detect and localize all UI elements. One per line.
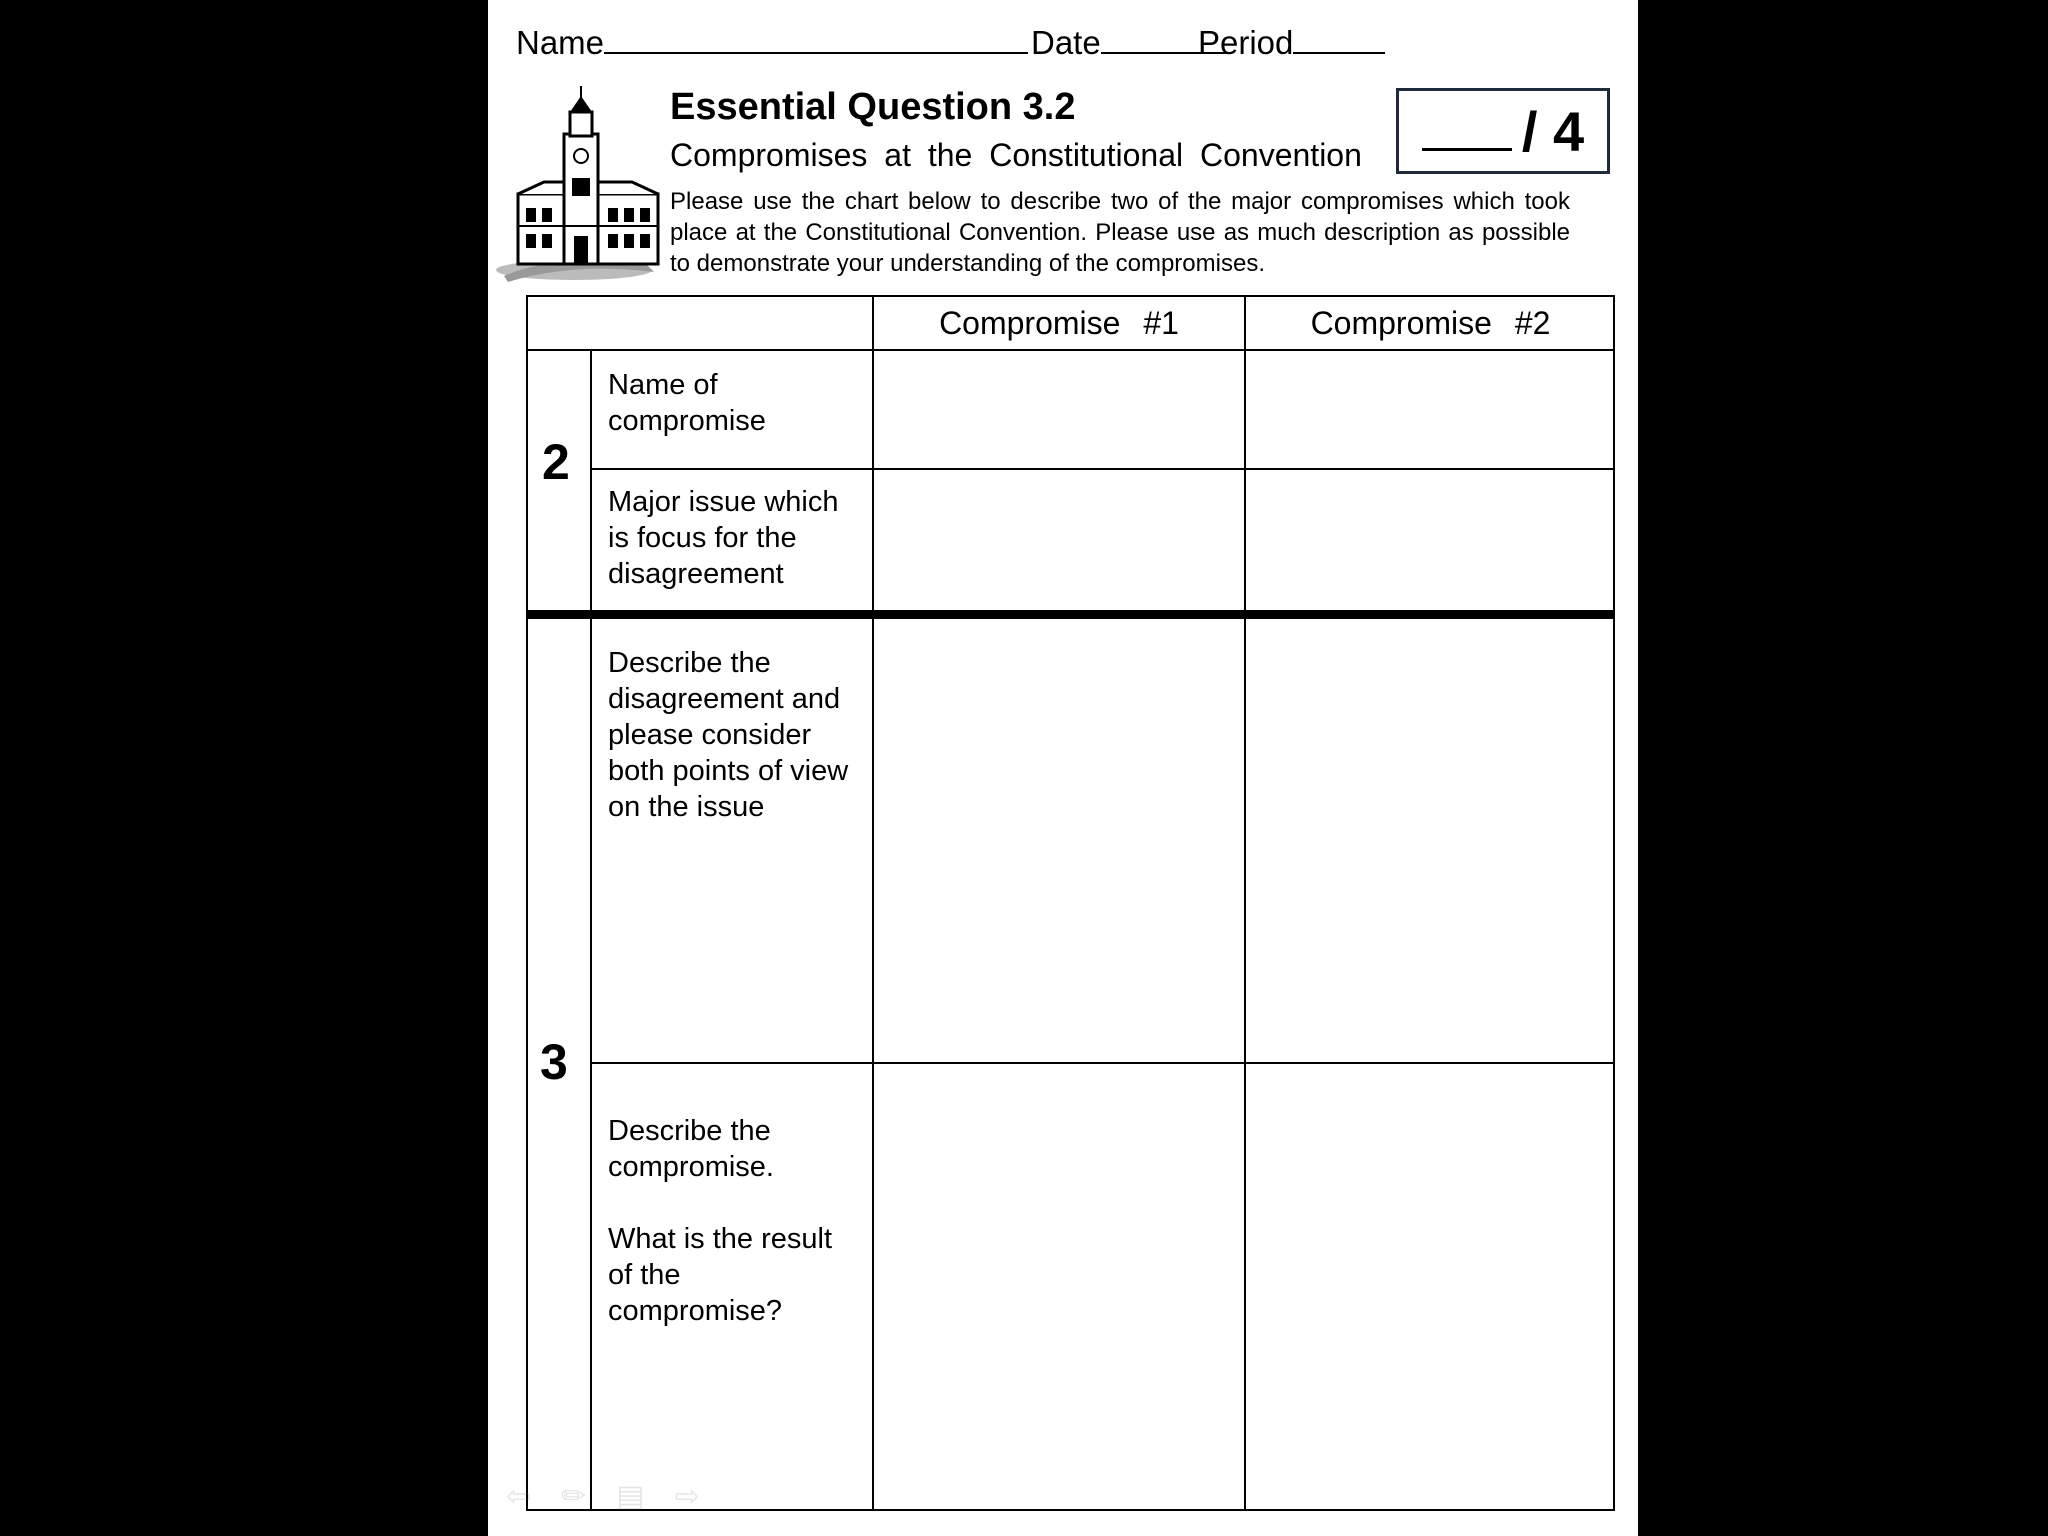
column-header-compromise-2: Compromise #2 bbox=[1310, 305, 1551, 341]
answer-cell-issue-1[interactable] bbox=[874, 470, 1244, 610]
worksheet-subtitle: Compromises at the Constitutional Convention bbox=[670, 137, 1362, 173]
answer-cell-name-1[interactable] bbox=[874, 351, 1244, 468]
answer-cell-name-2[interactable] bbox=[1246, 351, 1615, 468]
answer-cell-compromise-1[interactable] bbox=[874, 1064, 1244, 1509]
score-box bbox=[1396, 88, 1610, 174]
period-blank[interactable] bbox=[1293, 22, 1385, 54]
answer-cell-issue-2[interactable] bbox=[1246, 470, 1615, 610]
prompt-describe-disagreement bbox=[608, 645, 868, 861]
independence-hall-icon bbox=[494, 86, 664, 286]
answer-cell-disagreement-1[interactable] bbox=[874, 619, 1244, 1062]
slide-nav-controls bbox=[506, 1479, 700, 1514]
student-info-line bbox=[516, 22, 1598, 66]
name-label: Name bbox=[516, 24, 605, 61]
prompt-text: What is the result of the compromise? bbox=[608, 1223, 833, 1327]
prompt-name-of-compromise bbox=[608, 367, 808, 475]
arrow-right-icon[interactable]: ⇨ bbox=[674, 1480, 700, 1513]
prompt-major-issue bbox=[608, 484, 858, 628]
answer-cell-disagreement-2[interactable] bbox=[1246, 619, 1615, 1062]
menu-icon[interactable]: ▤ bbox=[616, 1480, 645, 1513]
prompt-text: Describe the compromise. bbox=[608, 1115, 774, 1183]
prompt-text: Name of compromise bbox=[608, 369, 766, 437]
name-blank[interactable] bbox=[604, 22, 1028, 54]
score-total: / 4 bbox=[1521, 99, 1585, 163]
prompt-text: Major issue which is focus for the disagreement bbox=[608, 486, 839, 590]
rubric-points-3: 3 bbox=[540, 1034, 568, 1090]
instructions: Please use the chart below to describe two of the major compromises which took place at the Constitutional Convention. Please use as much description as possible to demonstrate your understanding of the compromises. bbox=[670, 188, 1570, 277]
date-label: Date bbox=[1031, 24, 1101, 61]
prompt-text: Describe the disagreement and please consider both points of view on the issue bbox=[608, 647, 849, 823]
column-header-compromise-1: Compromise #1 bbox=[939, 305, 1179, 341]
worksheet-title: Essential Question 3.2 bbox=[670, 86, 1076, 128]
title-block bbox=[670, 86, 1362, 174]
pen-icon[interactable]: ✏ bbox=[561, 1480, 587, 1513]
rubric-points-2: 2 bbox=[542, 434, 570, 490]
arrow-left-icon[interactable]: ⇦ bbox=[506, 1480, 532, 1513]
answer-cell-compromise-2[interactable] bbox=[1246, 1064, 1615, 1509]
compromise-chart bbox=[526, 295, 1615, 1511]
period-label: Period bbox=[1198, 24, 1294, 61]
prompt-describe-compromise bbox=[608, 1113, 858, 1365]
score-blank[interactable] bbox=[1422, 112, 1512, 151]
rubric-divider bbox=[590, 349, 592, 1509]
worksheet-page bbox=[488, 0, 1638, 1536]
